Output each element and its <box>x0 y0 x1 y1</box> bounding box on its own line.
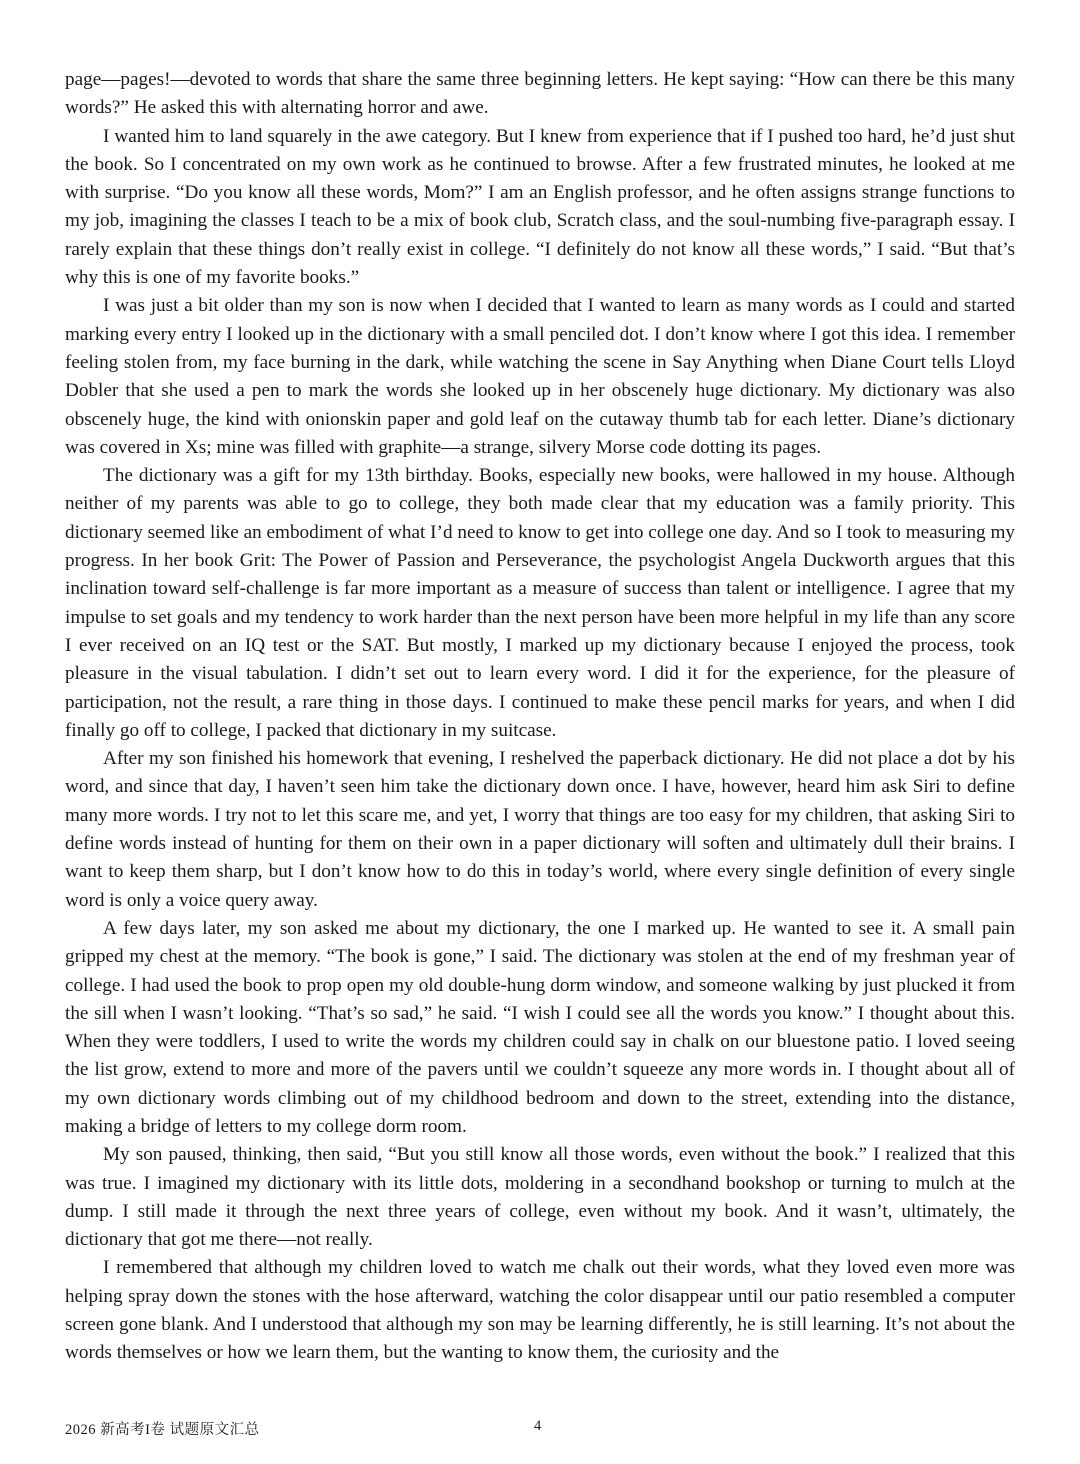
article-body <box>65 66 1015 1368</box>
paragraph: I remembered that although my children loved to watch me chalk out their words, what they loved even more was helping spray down the stones with the hose afterward, watching the color disappear until our patio resembled a computer screen gone blank. And I understood that although my son may be learning differently, he is still learning. It’s not about the words themselves or how we learn them, but the wanting to know them, the curiosity and the <box>65 1257 1015 1364</box>
paragraph: I was just a bit older than my son is now when I decided that I wanted to learn as many words as I could and started marking every entry I looked up in the dictionary with a small penciled dot. I don’t know where I got this idea. I remember feeling stolen from, my face burning in the dark, while watching the scene in Say Anything when Diane Court tells Lloyd Dobler that she used a pen to mark the words she looked up in her obscenely huge dictionary. My dictionary was also obscenely huge, the kind with onionskin paper and gold leaf on the cutaway thumb tab for each letter. Diane’s dictionary was covered in Xs; mine was filled with graphite—a strange, silvery Morse code dotting its pages. <box>65 295 1015 458</box>
paragraph-continuation: page—pages!—devoted to words that share the same three beginning letters. He kept saying: “How can there be this many words?” He asked this with alternating horror and awe. <box>65 69 1015 119</box>
page-footer <box>0 1418 1080 1442</box>
paragraph: The dictionary was a gift for my 13th birthday. Books, especially new books, were hallowed in my house. Although neither of my parents was able to go to college, they both made clear that my education was a family priority. This dictionary seemed like an embodiment of what I’d need to know to get into college one day. And so I took to measuring my progress. In her book Grit: The Power of Passion and Perseverance, the psychologist Angela Duckworth argues that this inclination toward self-challenge is far more important as a measure of success than talent or intelligence. I agree that my impulse to set goals and my tendency to work harder than the next person have been more helpful in my life than any score I ever received on an IQ test or the SAT. But mostly, I marked up my dictionary because I enjoyed the process, took pleasure in the visual tabulation. I didn’t set out to learn every word. I did it for the experience, for the pleasure of participation, not the result, a rare thing in those days. I continued to make these pencil marks for years, and when I did finally go off to college, I packed that dictionary in my suitcase. <box>65 465 1015 741</box>
paragraph: A few days later, my son asked me about my dictionary, the one I marked up. He wanted to see it. A small pain gripped my chest at the memory. “The book is gone,” I said. The dictionary was stolen at the end of my freshman year of college. I had used the book to prop open my old double-hung dorm window, and someone walking by just plucked it from the sill when I wasn’t looking. “That’s so sad,” he said. “I wish I could see all the words you know.” I thought about this. When they were toddlers, I used to write the words my children could say in chalk on our bluestone patio. I loved seeing the list grow, extend to more and more of the pavers until we couldn’t squeeze any more words in. I thought about all of my own dictionary words climbing out of my childhood bedroom and down to the street, extending into the distance, making a bridge of letters to my college dorm room. <box>65 917 1015 1137</box>
footer-source-label: 2026 新高考I卷 试题原文汇总 <box>65 1422 260 1438</box>
paragraph: I wanted him to land squarely in the awe category. But I knew from experience that if I pushed too hard, he’d just shut the book. So I concentrated on my own work as he continued to browse. After a few frustrated minutes, he looked at me with surprise. “Do you know all these words, Mom?” I am an English professor, and he often assigns strange functions to my job, imagining the classes I teach to be a mix of book club, Scratch class, and the soul-numbing five-paragraph essay. I rarely explain that these things don’t really exist in college. “I definitely do not know all these words,” I said. “But that’s why this is one of my favorite books.” <box>65 125 1015 289</box>
paragraph: My son paused, thinking, then said, “But you still know all those words, even without the book.” I realized that this was true. I imagined my dictionary with its little dots, moldering in a secondhand bookshop or turning to mulch at the dump. I still made it through the next three years of college, even without my book. And it wasn’t, ultimately, the dictionary that got me there—not really. <box>65 1144 1015 1251</box>
page-number: 4 <box>534 1418 542 1434</box>
paragraph: After my son finished his homework that evening, I reshelved the paperback dictionary. He did not place a dot by his word, and since that day, I haven’t seen him take the dictionary down once. I have, however, heard him ask Siri to define many more words. I try not to let this scare me, and yet, I worry that things are too easy for my children, that asking Siri to define words instead of hunting for them on their own in a paper dictionary will soften and ultimately dull their brains. I want to keep them sharp, but I don’t know how to do this in today’s world, where every single definition of every single word is only a voice query away. <box>65 748 1015 911</box>
